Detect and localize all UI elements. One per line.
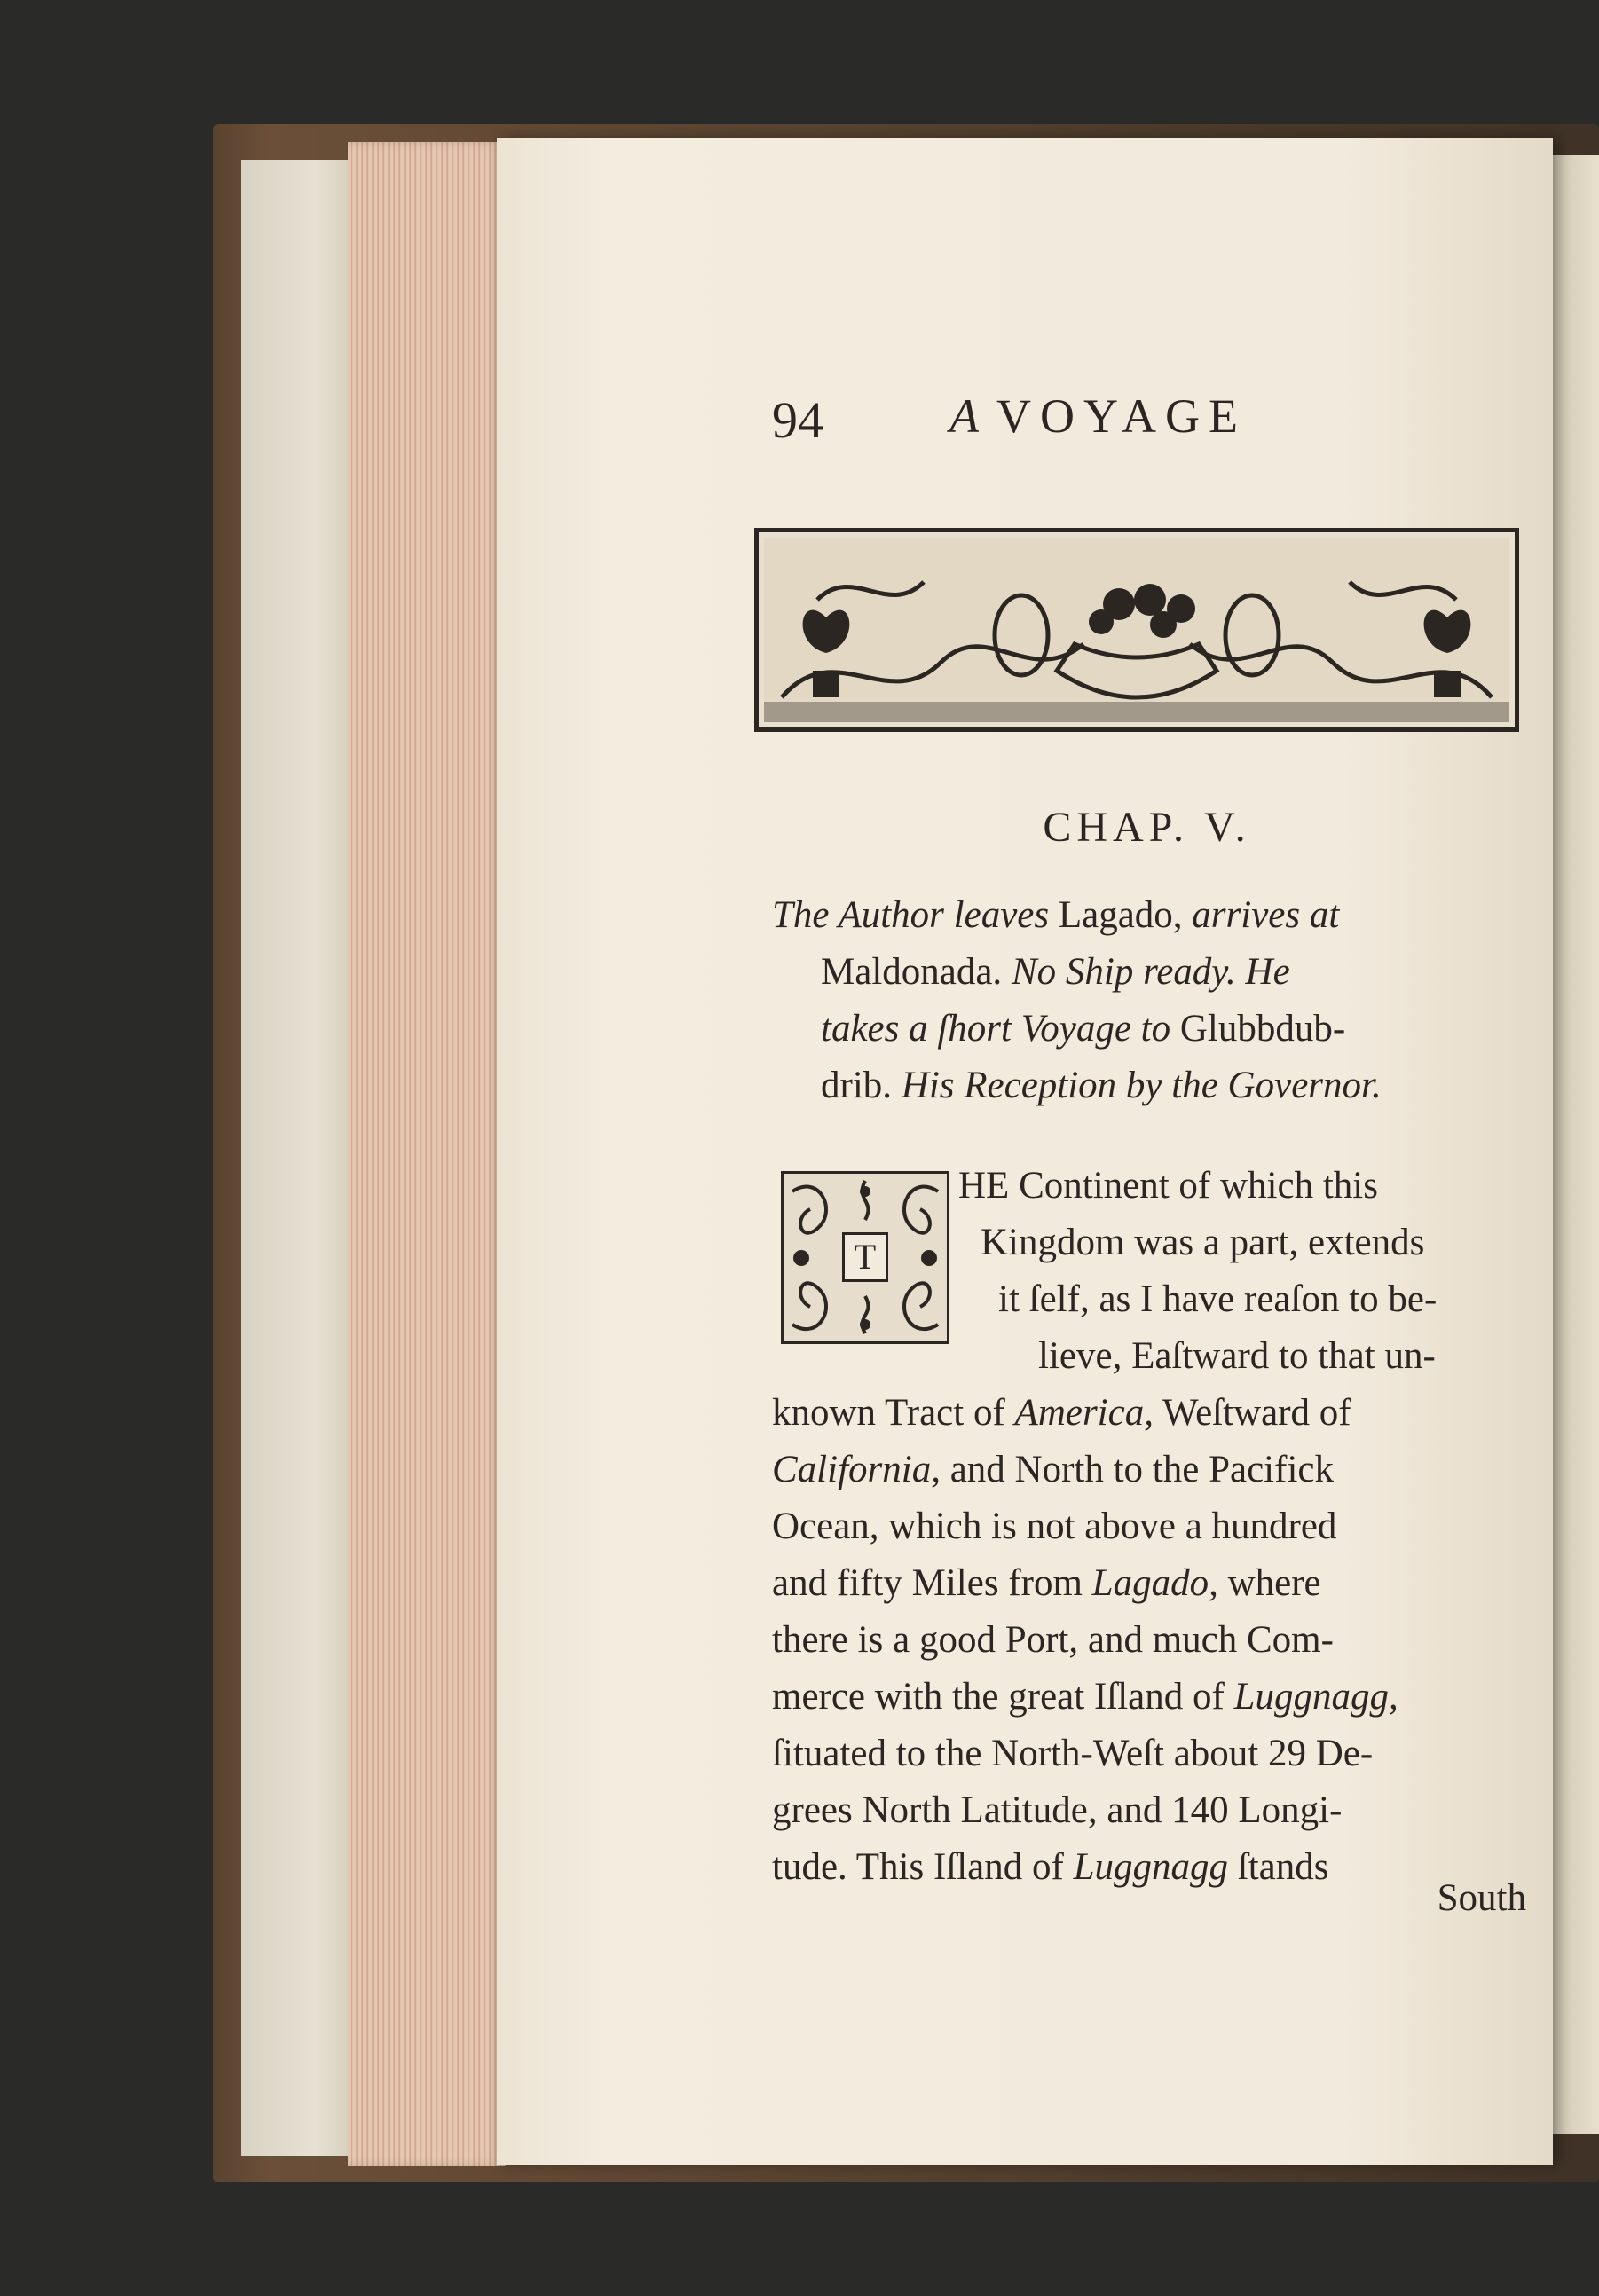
summary-line: Maldonada. No Ship ready. He (821, 951, 1290, 993)
summary-line: The Author leaves Lagado, arrives at (772, 894, 1340, 936)
body-line: known Tract of America, Weſtward of (772, 1392, 1351, 1434)
body-line: merce with the great Iſland of Luggnagg, (772, 1676, 1398, 1718)
body-text (772, 1158, 1531, 1896)
body-line: there is a good Port, and much Com- (772, 1619, 1334, 1661)
next-leaf-edge (1548, 155, 1599, 2134)
running-title-article: A (949, 389, 979, 443)
body-line: lieve, Eaſtward to that un- (1038, 1335, 1436, 1377)
body-line: California, and North to the Pacifick (772, 1449, 1334, 1490)
body-line: HE Continent of which this (958, 1165, 1378, 1207)
running-head (768, 381, 1526, 452)
body-line: grees North Latitude, and 140 Longi- (772, 1789, 1343, 1831)
body-line: it ſelf, as I have reaſon to be- (998, 1278, 1438, 1320)
body-line: Kingdom was a part, extends (981, 1222, 1425, 1263)
body-line: ſituated to the North-Weſt about 29 De- (772, 1733, 1374, 1774)
chapter-heading: CHAP. V. (1043, 804, 1251, 851)
page-edges (348, 142, 506, 2166)
body-line: tude. This Iſland of Luggnagg ſtands (772, 1846, 1329, 1888)
chapter-summary (772, 887, 1531, 1114)
drop-cap-letter: T (842, 1232, 888, 1282)
floral-ornament-icon (764, 538, 1509, 722)
running-title-word: VOYAGE (996, 389, 1247, 443)
summary-line: takes a ſhort Voyage to Glubbdub- (821, 1008, 1346, 1050)
running-title (949, 389, 1247, 444)
headpiece-ornament (754, 528, 1519, 732)
body-line: and fifty Miles from Lagado, where (772, 1562, 1321, 1604)
catchword: South (1437, 1877, 1526, 1919)
body-line: Ocean, which is not above a hundred (772, 1506, 1337, 1547)
summary-line: drib. His Reception by the Governor. (821, 1065, 1382, 1106)
page-number: 94 (772, 391, 823, 449)
flyleaf (241, 160, 366, 2156)
